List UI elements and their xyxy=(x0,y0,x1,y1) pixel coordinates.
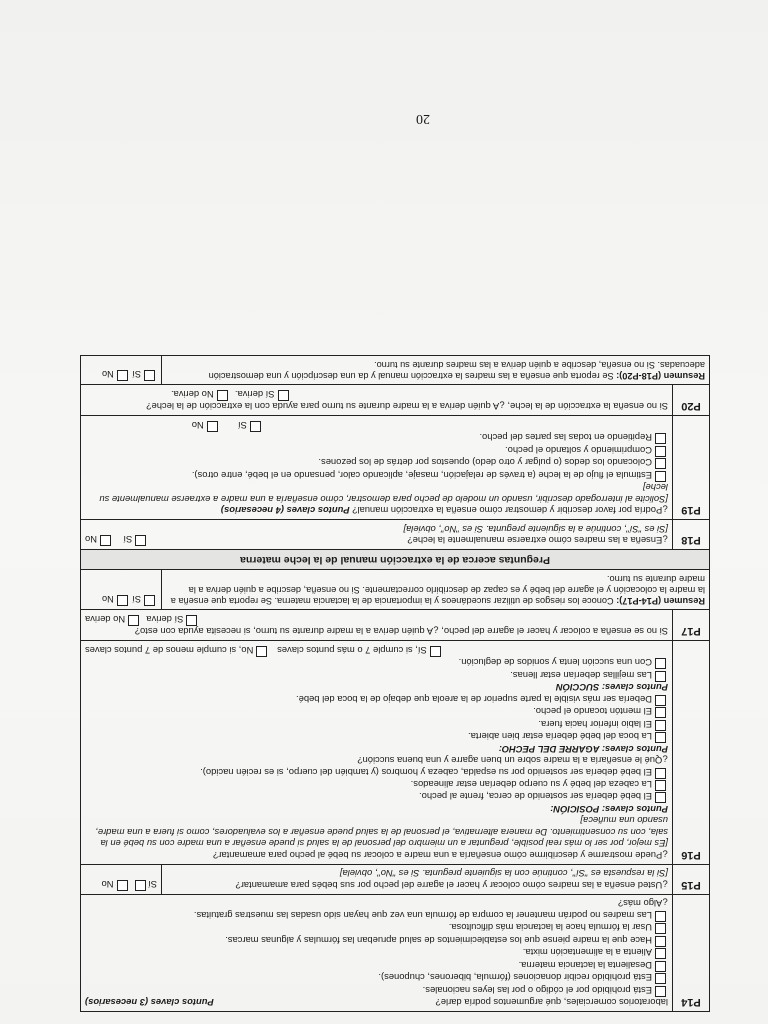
question-text: laboratorios comerciales, qué argumentos podría darle? xyxy=(435,997,668,1008)
si-label: Sí xyxy=(148,878,157,890)
checklist-item xyxy=(85,766,668,778)
question-text: ¿Podría por favor describir y demostrar cómo enseña la extracción manual? xyxy=(352,505,668,517)
question-id: P15 xyxy=(673,864,710,894)
no-checkbox[interactable] xyxy=(100,535,111,546)
si-label: Sí xyxy=(123,534,133,546)
cumple-label: Sí, si cumple 7 o más puntos claves xyxy=(277,644,427,656)
checkbox[interactable] xyxy=(655,433,666,444)
checkbox[interactable] xyxy=(655,923,666,934)
question-id: P19 xyxy=(673,416,710,520)
no-label: No xyxy=(101,878,114,890)
si-checkbox[interactable] xyxy=(250,421,261,432)
question-body xyxy=(162,864,673,894)
no-checkbox[interactable] xyxy=(117,880,128,891)
question-id: P18 xyxy=(673,520,710,550)
checklist-item xyxy=(85,718,668,730)
section-header-row xyxy=(81,550,710,570)
summary-text: Conoce los riesgos de utilizar sucedáneos y la importancia de la lactancia materna. Se reporta que enseña a la madre la colocación y el agarre del bebé y es capaz de describirlo correctamente. Si no enseña, describe a quién deriva a la madre durante su turno. xyxy=(170,574,705,607)
checklist-item xyxy=(85,657,668,669)
checklist-item xyxy=(85,922,668,934)
checklist-label: La boca del bebé debería estar bien abierta. xyxy=(468,731,652,743)
question-row-p16 xyxy=(81,641,710,864)
key-points-label: Puntos claves (3 necesarios) xyxy=(85,997,214,1008)
si-label: Sí xyxy=(238,419,247,431)
si-label: Sí xyxy=(132,594,141,605)
checklist-item xyxy=(85,693,668,705)
key-points-label: Puntos claves (4 necesarios) xyxy=(220,505,350,517)
question-id: P16 xyxy=(673,641,710,864)
questions-table xyxy=(80,355,710,1012)
no-label: No xyxy=(102,594,114,605)
checkbox[interactable] xyxy=(655,707,666,718)
checklist-label: Repitiendo en todas las partes del pecho. xyxy=(479,432,652,444)
answer-options xyxy=(81,355,162,384)
checkbox[interactable] xyxy=(655,793,666,804)
other-prompt: ¿Algo más? xyxy=(617,898,668,910)
si-checkbox[interactable] xyxy=(135,535,146,546)
summary-text: Se reporta que enseña a las madres la extracción manual y da una descripción y una demostración adecuadas. Si no enseña, describe a quién deriva a las madres durante su turno. xyxy=(208,360,705,382)
skip-instruction: [Si la respuesta es "Sí", continúe con la siguiente pregunta. Si es "No", obviela] xyxy=(339,868,668,880)
checklist-item xyxy=(85,984,668,996)
summary-body xyxy=(162,569,710,610)
checklist-label: Las mejillas deberían estar llenas. xyxy=(510,669,652,681)
answer-options xyxy=(85,388,668,400)
skip-instruction: [Si es "Sí", continúe a la siguiente pregunta. Si es "No", obviela] xyxy=(403,523,668,535)
checklist-item xyxy=(85,934,668,946)
si-deriva-checkbox[interactable] xyxy=(186,615,197,626)
no-label: No xyxy=(85,534,97,546)
agarre-question: ¿Qué le enseñaría a la madre sobre un buen agarre y una buena succión? xyxy=(357,755,668,767)
posicion-title: Puntos claves: POSICIÓN: xyxy=(550,803,668,815)
instruction-text: [Solicite al interrogado describir, usando un modelo de pecho para demostrar, cómo enseñaría a una madre a extraerse manualmente su leche] xyxy=(99,482,668,505)
section-title: Preguntas acerca de la extracción manual de la leche materna xyxy=(81,550,710,570)
no-checkbox[interactable] xyxy=(207,421,218,432)
checkbox[interactable] xyxy=(655,973,666,984)
checklist-label: El bebé debería ser sostenido por su espalda, cabeza y hombros (y también del cuerpo, si es recién nacido). xyxy=(200,766,652,778)
question-body xyxy=(81,385,673,416)
checkbox[interactable] xyxy=(655,732,666,743)
checkbox[interactable] xyxy=(655,446,666,457)
checklist-label: Está prohibido por el código o por las leyes nacionales. xyxy=(422,984,652,996)
answer-options xyxy=(85,534,148,546)
no-label: No xyxy=(191,419,204,431)
checklist-item xyxy=(85,457,668,469)
checkbox[interactable] xyxy=(655,768,666,779)
score-options xyxy=(85,644,668,656)
summary-row-p18-p20 xyxy=(81,355,710,384)
evaluation-form xyxy=(80,355,710,1012)
checkbox[interactable] xyxy=(655,458,666,469)
question-id: P17 xyxy=(673,610,710,641)
checklist-item xyxy=(85,972,668,984)
si-deriva-label: Sí deriva. xyxy=(234,388,275,400)
checklist-label: El bebé debería ser sostenido de cerca, frente al pecho. xyxy=(419,791,652,803)
instruction-text: [Es mejor, por ser lo más real posible, preguntar a un miembro del personal de la salud si puede enseñar a una madre con su bebé en la sala, con su consentimiento. De manera alternativa, el personal de la salud puede enseñar a los evaluadores, como si fuera a una madre, usando una muñeca] xyxy=(95,815,668,850)
si-checkbox[interactable] xyxy=(144,595,155,606)
checklist-item xyxy=(85,791,668,803)
checklist-label: Comprimiendo y soltando el pecho. xyxy=(505,444,652,456)
checklist-label: Colocando los dedos (o pulgar y otro dedo) opuestos por detrás de los pezones. xyxy=(318,457,652,469)
checklist-label: Usar la fórmula hace la lactancia más dificultosa. xyxy=(448,922,652,934)
checkbox[interactable] xyxy=(655,780,666,791)
no-deriva-checkbox[interactable] xyxy=(128,615,139,626)
question-body xyxy=(81,894,673,1011)
checklist-item xyxy=(85,959,668,971)
checklist-item xyxy=(85,669,668,681)
question-text: ¿Puede mostrarme y describirme cómo enseñaría a una madre a colocar su bebé al pecho para amamantar? xyxy=(213,849,668,861)
checklist-label: Hace que la madre piense que los establecimientos de salud aprueban las fórmulas y algunas marcas. xyxy=(225,934,652,946)
page-number: 20 xyxy=(416,111,430,126)
question-row-p17 xyxy=(81,610,710,641)
checkbox[interactable] xyxy=(655,471,666,482)
question-row-line xyxy=(85,535,668,546)
no-cumple-label: No, si cumple menos de 7 puntos claves xyxy=(85,644,254,656)
checklist-label: Las madres no podrán mantener la compra de fórmula una vez que hayan sido usadas las muestras gratuitas. xyxy=(193,909,652,921)
checkbox[interactable] xyxy=(655,658,666,669)
question-row-p20 xyxy=(81,385,710,416)
checkbox[interactable] xyxy=(655,936,666,947)
summary-label: Resumen (P14-P17): xyxy=(616,596,705,607)
no-label: No xyxy=(102,369,114,380)
checkbox[interactable] xyxy=(655,911,666,922)
question-row-p19 xyxy=(81,416,710,520)
checkbox[interactable] xyxy=(655,720,666,731)
question-body xyxy=(81,416,673,520)
checklist-label: Está prohibido recibir donaciones (fórmula, biberones, chupones). xyxy=(378,972,652,984)
checklist-item xyxy=(85,731,668,743)
question-text: Si no enseña la extracción de la leche, ¿A quién deriva a la madre durante su turno para ayuda con la extracción de la leche? xyxy=(146,401,668,413)
question-row-p18 xyxy=(81,520,710,550)
checklist-item xyxy=(85,469,668,481)
no-cumple-checkbox[interactable] xyxy=(256,646,267,657)
question-row-p15 xyxy=(81,864,710,894)
no-checkbox[interactable] xyxy=(117,595,128,606)
summary-body xyxy=(162,355,710,384)
question-body xyxy=(81,641,673,864)
si-deriva-label: Sí deriva xyxy=(146,613,184,625)
checkbox[interactable] xyxy=(655,961,666,972)
checkbox[interactable] xyxy=(655,986,666,997)
question-id: P20 xyxy=(673,385,710,416)
checklist-label: Con una succión lenta y sonidos de deglución. xyxy=(458,657,652,669)
question-text: ¿Usted enseña a las madres cómo colocar y hacer el agarre del pecho por sus bebés para amamantar? xyxy=(235,879,668,891)
succion-title: Puntos claves: SUCCIÓN xyxy=(555,682,668,694)
question-body xyxy=(81,610,673,641)
question-text: Si no se enseña a colocar y hacer el agarre del pecho, ¿A quién deriva a la madre durante su turno, si necesita ayuda con esto? xyxy=(134,626,668,638)
checkbox[interactable] xyxy=(655,695,666,706)
no-deriva-label: No deriva. xyxy=(170,388,214,400)
no-deriva-label: No deriva xyxy=(85,613,126,625)
summary-label: Resumen (P18-P20): xyxy=(616,371,705,382)
checklist-item xyxy=(85,432,668,444)
checklist-item xyxy=(85,779,668,791)
checklist-item xyxy=(85,706,668,718)
checklist-label: El mentón tocando el pecho. xyxy=(533,706,652,718)
checklist-item xyxy=(85,444,668,456)
no-checkbox[interactable] xyxy=(117,370,128,381)
checklist-label: El labio inferior hacia fuera. xyxy=(538,718,652,730)
checklist-label: La cabeza del bebé y su cuerpo deberían estar alineados. xyxy=(410,779,652,791)
question-body xyxy=(81,520,673,550)
answer-options xyxy=(81,864,162,894)
checklist-label: Desalienta la lactancia materna. xyxy=(518,959,652,971)
question-text: ¿Enseña a las madres cómo extraerse manualmente la leche? xyxy=(407,535,668,547)
no-deriva-checkbox[interactable] xyxy=(217,390,228,401)
checklist-item xyxy=(85,909,668,921)
si-checkbox[interactable] xyxy=(144,370,155,381)
checkbox[interactable] xyxy=(655,948,666,959)
checklist-label: Debería ser más visible la parte superior de la areola que debajo de la boca del bebé. xyxy=(296,693,652,705)
question-id: P14 xyxy=(673,894,710,1011)
checklist-label: Alienta a la alimentación mixta. xyxy=(522,947,652,959)
si-label: Sí xyxy=(132,369,141,380)
checklist-label: Estimula el flujo de la leche (a través de relajación, masaje, aplicando calor, pensando en el bebé, entre otros). xyxy=(191,469,652,481)
question-row-p14 xyxy=(81,894,710,1011)
checkbox[interactable] xyxy=(655,671,666,682)
cumple-checkbox[interactable] xyxy=(430,646,441,657)
answer-options xyxy=(81,569,162,610)
summary-row-p14-p17 xyxy=(81,569,710,610)
checklist-item xyxy=(85,947,668,959)
answer-options xyxy=(85,419,668,431)
si-deriva-checkbox[interactable] xyxy=(278,390,289,401)
si-checkbox[interactable] xyxy=(135,880,146,891)
answer-options xyxy=(85,613,668,625)
agarre-title: Puntos claves: AGARRE DEL PECHO: xyxy=(498,743,668,755)
